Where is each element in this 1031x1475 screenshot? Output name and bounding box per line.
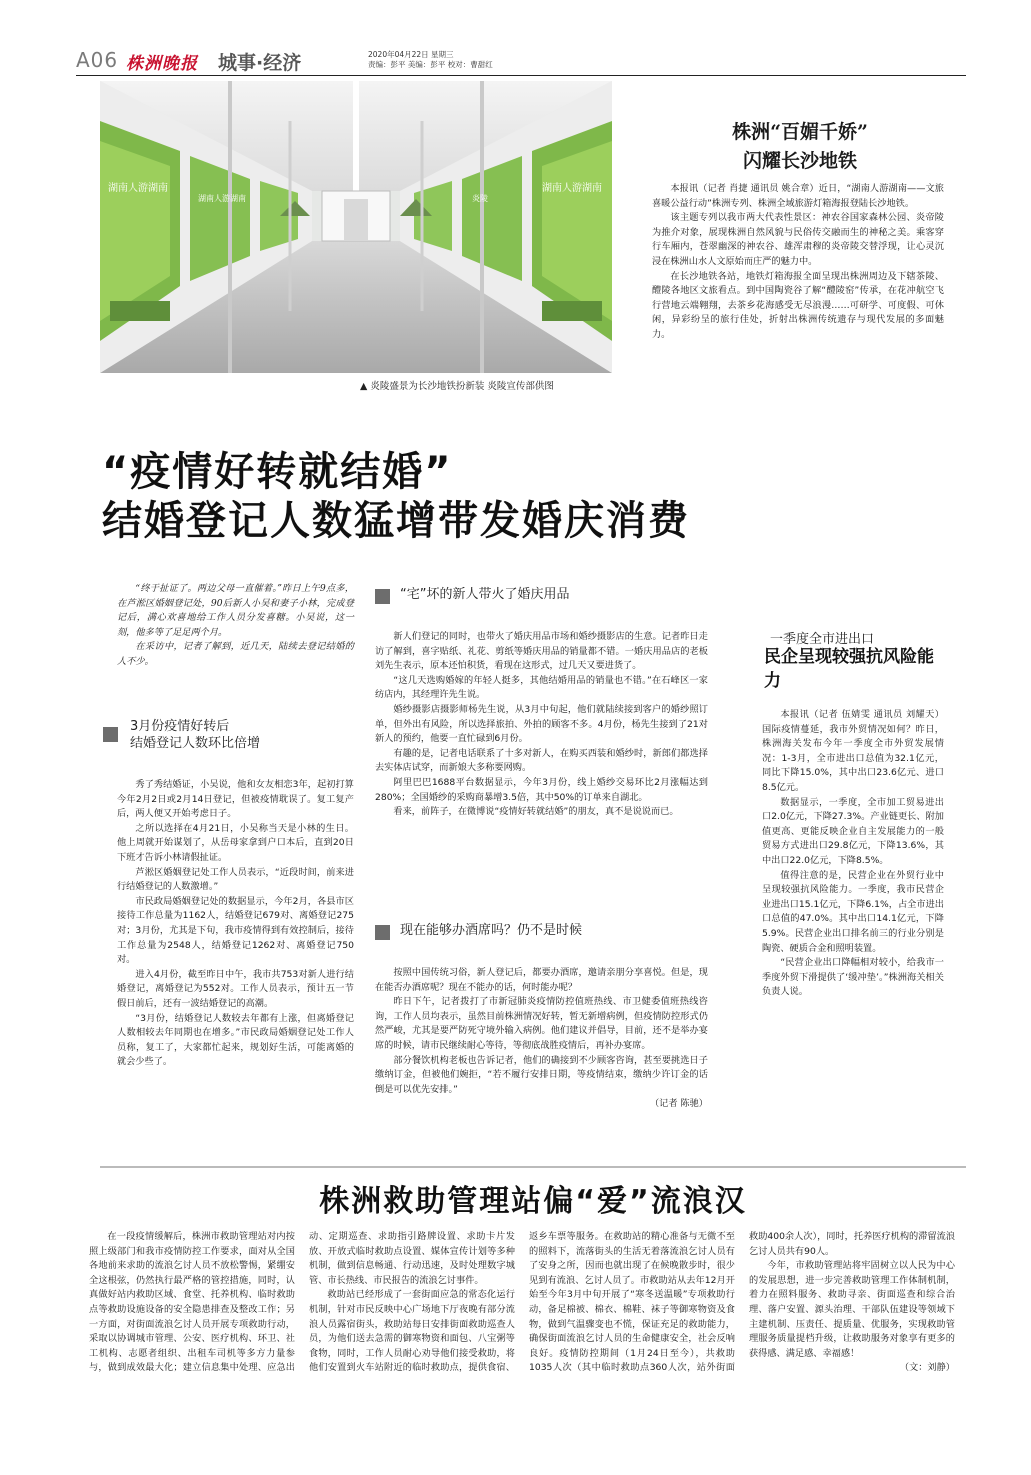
paragraph: 芦淞区婚姻登记处工作人员表示，“近段时间，前来进行结婚登记的人数激增。” — [117, 866, 354, 893]
byline: （文：刘静） — [899, 1362, 955, 1374]
metro-story-title — [680, 118, 920, 176]
main-headline — [102, 448, 690, 546]
rescue-headline: 株洲救助管理站偏“爱”流浪汉 — [319, 1184, 747, 1219]
column-1 — [117, 778, 354, 1070]
newspaper-logo: 株洲晚报 — [126, 54, 198, 74]
paragraph: 在长沙地铁各站，地铁灯箱海报全面呈现出株洲周边及下辖茶陵、醴陵各地区文旅看点。到中国陶瓷谷了解“醴陵窑”传承，在花冲航空飞行营地云端翱翔，去茶乡花海感受无尽浪漫……可研学、可度假、可休闲，异彩纷呈的旅行佳处，折射出株洲传统遗存与现代发展的多面魅力。 — [652, 270, 944, 340]
paragraph: “终于扯证了。两边父母一直催着。”昨日上午9点多，在芦淞区婚姻登记处，90后新人小吴和妻子小林，完成登记后，满心欢喜地给工作人员分发喜糖。小吴说，这一刻，他多等了足足两个月。 — [117, 583, 354, 638]
byline: （记者 陈驰） — [649, 1098, 708, 1110]
paragraph: 今年，市救助管理站将牢固树立以人民为中心的发展思想，进一步完善救助管理工作体制机制，着力在照料服务、救助寻亲、街面巡查和综合治理、落户安置、源头治理、干部队伍建设等领域下主建机制、压责任、提质量、优服务，实现救助管理服务质量提档升级，让救助服务对象享有更多的获得感、满足感、幸福感！ — [749, 1260, 955, 1359]
paragraph: “民营企业出口降幅相对较小，给我市一季度外贸下滑提供了‘缓冲垫’。”株洲海关相关负责人说。 — [762, 957, 944, 998]
paragraph: 有趣的是，记者电话联系了十多对新人，在购买西装和婚纱时，新郎们都选择去实体店试穿，而新娘大多称要网购。 — [375, 747, 708, 774]
main-headline-line2: 结婚登记人数猛增带发婚庆消费 — [102, 498, 690, 544]
panel-text: 炎陵 — [472, 194, 488, 203]
rescue-columns — [89, 1230, 955, 1376]
paragraph: 本报讯（记者 肖捷 通讯员 姚合章）近日，“湖南人游湖南——文旅喜暖公益行动”株洲专列、株洲全域旅游灯箱海报登陆长沙地铁。 — [652, 183, 944, 209]
paragraph: 部分餐饮机构老板也告诉记者，他们的确接到不少顾客咨询，甚至要挑选日子缴纳订金，但被他们婉拒，“若不履行安排日期，等疫情结束，缴纳少许订金的话倒是可以优先安排。” — [375, 1054, 708, 1095]
subhead-marker-icon — [375, 925, 390, 940]
paragraph: 在采访中，记者了解到，近几天，陆续去登记结婚的人不少。 — [117, 641, 354, 667]
paragraph: “这几天选购婚嫁的年轻人挺多，其他结婚用品的销量也不错。”在石峰区一家纺店内，其经理许先生说。 — [375, 674, 708, 701]
paragraph: 值得注意的是，民营企业在外贸行业中呈现较强抗风险能力。一季度，我市民营企业进出口15.1亿元，下降6.1%，占全市进出口总值的47.0%。其中出口14.1亿元，下降5.9%。民营企业出口排名前三的行业分别是陶瓷、硬质合金和照明装置。 — [762, 869, 944, 954]
paragraph: 婚纱摄影店摄影师杨先生说，从3月中旬起，他们就陆续接到客户的婚纱照订单，但外出有风险，所以选择旅拍、外拍的顾客不多。4月份，杨先生接到了21对新人的预约，他要一直忙碌到6月份。 — [375, 703, 708, 745]
subhead-3: 现在能够办酒席吗？仍不是时候 — [400, 923, 583, 938]
paragraph: 之所以选择在4月21日，小吴称当天是小林的生日。他上周就开始谋划了，从岳母家拿到户口本后，直到20日下班才告诉小林请假扯证。 — [117, 822, 354, 863]
staff-line: 责编：彭平 美编：彭平 校对：曹甜红 — [368, 60, 493, 69]
masthead — [76, 48, 966, 76]
column-2a — [375, 630, 708, 820]
column-2b — [375, 966, 708, 1112]
paragraph: 看来，前阵子，在微博说“疫情好转就结婚”的朋友，真不是说说而已。 — [393, 806, 679, 818]
subhead-2: “宅”坏的新人带火了婚庆用品 — [400, 587, 570, 602]
subhead-1-line2: 结婚登记人数环比倍增 — [130, 736, 261, 751]
main-headline-line1: “疫情好转就结婚” — [102, 449, 453, 495]
metro-title-line2: 闪耀长沙地铁 — [742, 150, 857, 172]
paragraph: 在一段疫情缓解后，株洲市救助管理站对内按照上级部门和我市疫情防控工作要求，面对从全国各地前来求助的流浪乞讨人员不放松警惕，紧绷安全这根弦，仍然执行最严格的管控措施，同时，认真做好站内救助区域、食堂、托养机构、临时救助点等救助设施设备的安全隐患排查及整改工作；另一方面，对街面流浪乞讨人员开展专项救助行动，采取以协调城市管理、公安、医疗机构、环卫、社工机构、志愿者组织、出租车司机等多方力量参与，做到成效最大化；建立信息集中处理、应急出动、定期巡查、求助指引路牌设置、求助卡片发放、开放式临时救助点设置、媒体宣传计划等多种机制，做到信息畅通、行动迅速，及时处理数字城管、市长热线、市民报告的流浪乞讨事件。 — [89, 1231, 515, 1374]
trade-title: 民企呈现较强抗风险能力 — [764, 647, 934, 691]
paragraph: 救助站已经形成了一套街面应急的常态化运行机制，针对市民反映中心广场地下厅夜晚有部分流浪人员露宿街头，救助站每日安排街面救助巡查人员，为他们送去急需的御寒物资和面包、八宝粥等食物，同时，工作人员耐心劝导他们接受救助，将他们安置到火车站附近的临时救助点，提供食宿、返乡车票等服务。在救助站的精心准备与无微不至的照料下，流落街头的生活无着落流浪乞讨人员有了安身之所，因而也就出现了在候晚散步时，很少见到有流浪、乞讨人员了。市救助站从去年12月开始至今年3月中旬开展了“寒冬送温暖”专项救助行动，备足棉被、棉衣、棉鞋、袜子等御寒物资及食物，做到气温骤变也不慌，保证充足的救助能力，确保街面流浪乞讨人员的生命健康安全，社会反响良好。疫情防控期间（1月24日至今），共救助1035人次（其中临时救助点360人次，站外街面救助400余人次），同时，托养医疗机构的滞留流浪乞讨人员共有90人。 — [309, 1231, 955, 1374]
paragraph: 数据显示，一季度，全市加工贸易进出口2.0亿元，下降27.3%。产业链更长、附加值更高、更能反映企业自主发展能力的一般贸易方式进出口29.8亿元，下降13.6%，其中出口22.0亿元，下降8.5%。 — [762, 796, 944, 866]
paragraph: 新人们登记的同时，也带火了婚庆用品市场和婚纱摄影店的生意。记者昨日走访了解到，喜字贴纸、礼花、剪纸等婚庆用品的销量都不错。一婚庆用品店的老板刘先生表示，原本还怕积货，看现在这形式，过几天又要进货了。 — [375, 631, 708, 672]
paragraph: 本报讯（记者 伍婧雯 通讯员 刘耀天）国际疫情蔓延，我市外贸情况如何？昨日，株洲海关发布今年一季度全市外贸发展情况：1-3月，全市进出口总值为32.1亿元，同比下降15.0%，其中出口23.6亿元、进口8.5亿元。 — [762, 709, 944, 793]
section-title: 城事·经济 — [218, 52, 302, 74]
paragraph: 市民政局婚姻登记处的数据显示，今年2月，各县市区接待工作总量为1162人，结婚登记679对、离婚登记275对；3月份，尤其是下旬，我市疫情得到有效控制后，接待工作总量为2548人，结婚登记1262对、离婚登记750对。 — [117, 895, 354, 966]
intro-column — [117, 582, 354, 670]
panel-text: 湖南人游湖南 — [108, 183, 168, 194]
photo-caption: ▲ 炎陵盛景为长沙地铁扮新装 炎陵宣传部供图 — [360, 381, 554, 392]
paragraph: 阿里巴巴1688平台数据显示，今年3月份，线上婚纱交易环比2月涨幅达到280%；全国婚纱的采购商暴增3.5倍，其中50%的订单来自湖北。 — [375, 776, 708, 803]
paragraph: 昨日下午，记者拨打了市新冠肺炎疫情防控值班热线、市卫健委值班热线咨询，工作人员均表示，虽然目前株洲情况好转，暂无新增病例，但疫情防控形式仍然严峻，尤其是要严防死守境外输入病例。他们建议并倡导，目前，还不是举办宴席的时候，请市民继续耐心等待，等彻底战胜疫情后，再补办宴席。 — [375, 996, 708, 1051]
metro-story-body — [652, 182, 944, 343]
issue-meta — [368, 50, 493, 70]
paragraph: 该主题专列以我市两大代表性景区：神农谷国家森林公园、炎帝陵为推介对象，展现株洲自然风貌与民俗传交融而生的神秘之美。乘客穿行车厢内，苍翠幽深的神农谷、雄浑肃穆的炎帝陵交替浮现，让心灵沉浸在株洲山水人文原始而庄严的魅力中。 — [652, 212, 944, 267]
paragraph: 按照中国传统习俗，新人登记后，都要办酒席，邀请亲朋分享喜悦。但是，现在能否办酒席呢？现在不能办的话，何时能办呢？ — [375, 967, 708, 993]
section-divider — [100, 1166, 966, 1168]
metro-title-line1: 株洲“百媚千娇” — [732, 121, 868, 143]
panel-text: 湖南人游湖南 — [542, 183, 602, 194]
date-line: 2020年04月22日 星期三 — [368, 50, 454, 59]
trade-column — [762, 708, 944, 1000]
subhead-marker-icon — [103, 727, 118, 742]
metro-photo — [100, 81, 612, 373]
trade-subtitle: 一季度全市进出口 — [770, 632, 875, 647]
paragraph: 秀了秀结婚证，小吴说，他和女友相恋3年，起初打算今年2月2日或2月14日登记，但被疫情耽误了。复工复产后，两人便又开始考虑日子。 — [117, 779, 354, 820]
subhead-marker-icon — [375, 589, 390, 604]
subhead-1 — [130, 718, 260, 752]
paragraph: “3月份，结婚登记人数较去年都有上涨，但离婚登记人数相较去年同期也在增多。”市民政局婚姻登记处工作人员称，复工了，大家都忙起来，规划好生活，可能离婚的就会少些了。 — [117, 1012, 354, 1068]
subhead-1-line1: 3月份疫情好转后 — [130, 719, 230, 734]
metro-carriage-illustration — [100, 81, 612, 373]
paragraph: 进入4月份，截至昨日中午，我市共753对新人进行结婚登记，离婚登记为552对。工作人员表示，预计五一节假日前后，还有一波结婚登记的高潮。 — [117, 968, 354, 1009]
panel-text: 湖南人游湖南 — [198, 194, 246, 203]
page-number: A06 — [76, 48, 119, 72]
